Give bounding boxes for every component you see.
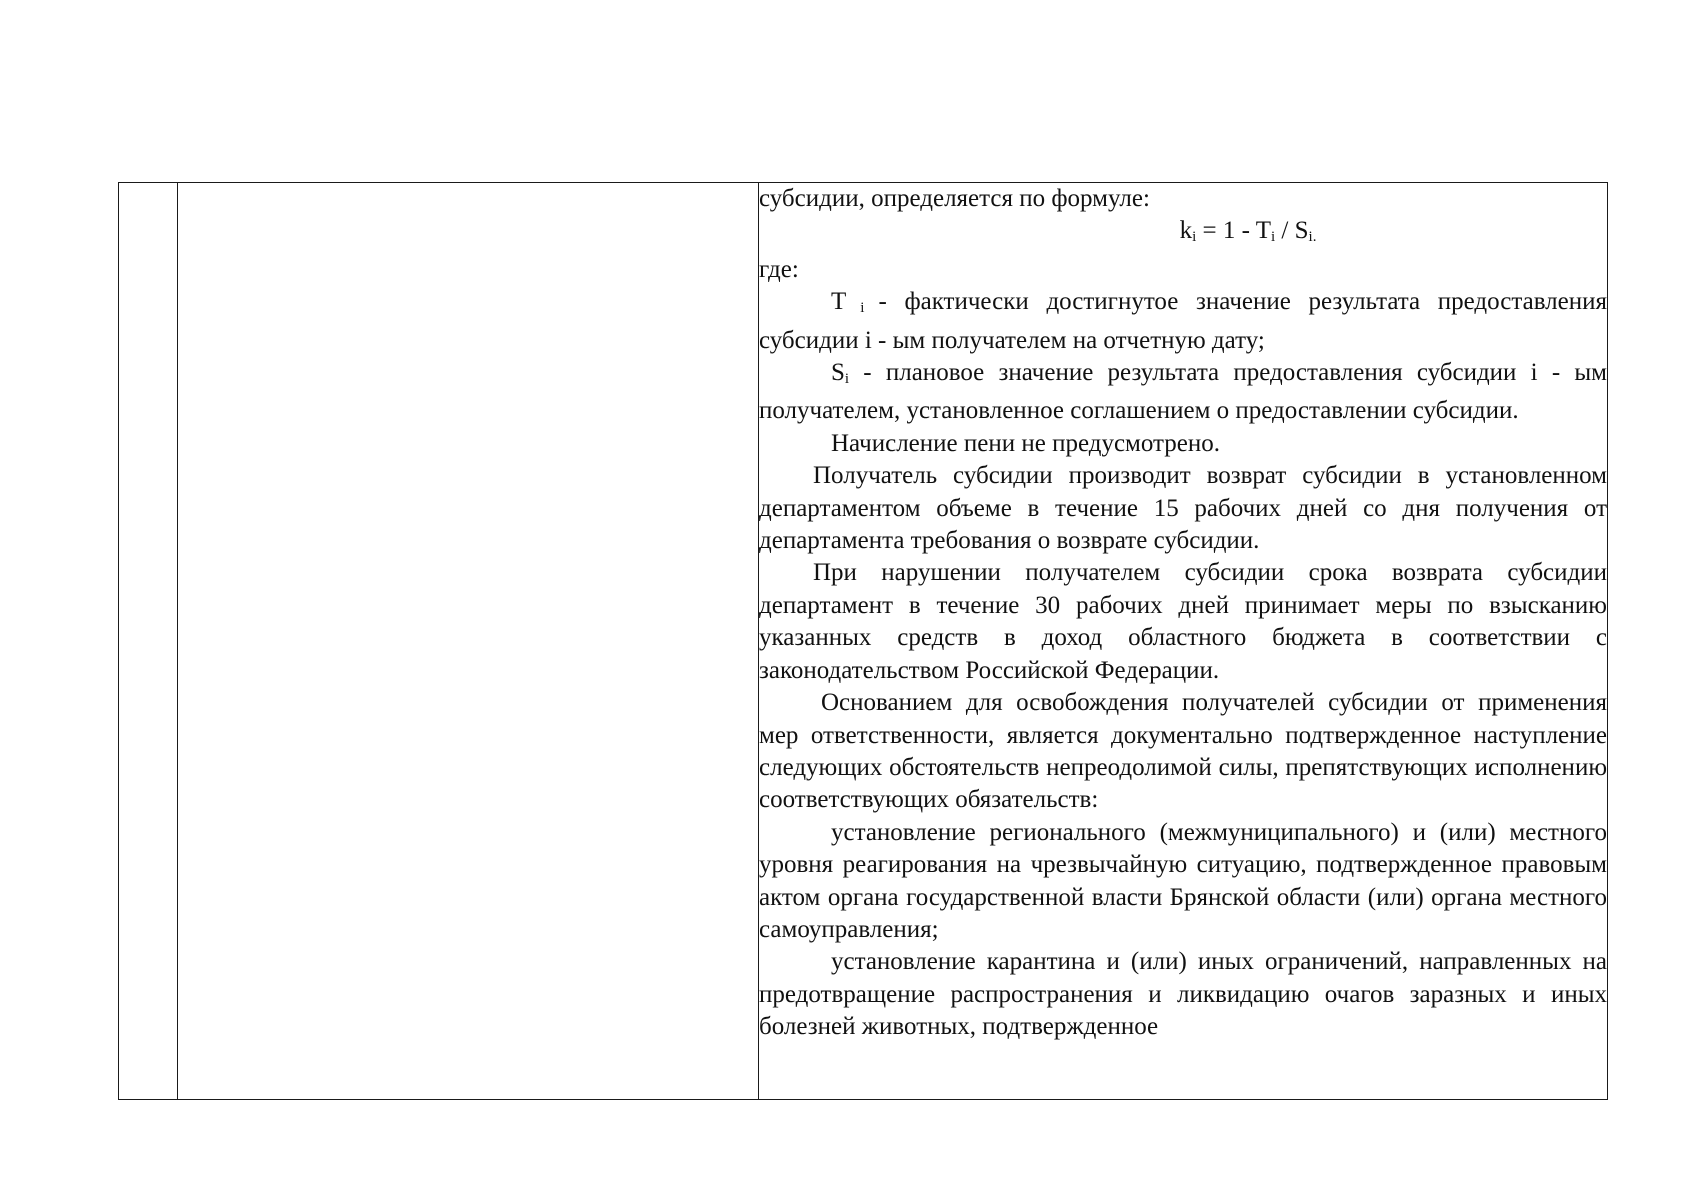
formula-equals: = 1 - T xyxy=(1196,217,1271,245)
penalty-paragraph: Начисление пени не предусмотрено. xyxy=(831,429,1220,457)
formula-end: . xyxy=(1312,229,1317,246)
s-subscript: i xyxy=(844,371,850,388)
row-text-cell xyxy=(759,183,1608,1100)
t-definition-text: - фактически достигнутое значение результата предоставления субсидии i - ым получателем на отчетную дату; xyxy=(759,288,1607,354)
formula xyxy=(759,215,1607,253)
formula-k-subscript: i xyxy=(1192,229,1197,246)
quarantine-paragraph: установление карантина и (или) иных ограничений, направленных на предотвращение распространения и ликвидацию очагов заразных и иных болезней животных, подтвержденное xyxy=(759,948,1607,1041)
s-symbol: S xyxy=(831,359,845,387)
cell-content xyxy=(759,183,1607,1044)
intro-paragraph: субсидии, определяется по формуле: xyxy=(759,185,1150,212)
exemption-paragraph: Основанием для освобождения получателей субсидии от применения мер ответственности, является документально подтвержденное наступление следующих обстоятельств непреодолимой силы, препятствующих исполнению соответствующих обязательств: xyxy=(759,689,1607,814)
t-subscript: i xyxy=(860,300,865,317)
t-symbol: T xyxy=(831,288,847,316)
s-definition xyxy=(759,357,1607,428)
table-row xyxy=(119,183,1608,1100)
formula-division: / S xyxy=(1275,217,1309,245)
row-number-cell xyxy=(119,183,178,1100)
formula-k: k xyxy=(1179,217,1193,245)
formula-t-subscript: i xyxy=(1270,229,1276,246)
emergency-paragraph: установление регионального (межмуниципального) и (или) местного уровня реагирования на чрезвычайную ситуацию, подтвержденное правовым актом органа государственной власти Брянской области (или) органа местного самоуправления; xyxy=(759,818,1607,943)
row-name-cell xyxy=(178,183,759,1100)
violation-paragraph: При нарушении получателем субсидии срока возврата субсидии департамент в течение 30 рабочих дней принимает меры по взысканию указанных средств в доход областного бюджета в соответствии с законодательством Российской Федерации. xyxy=(759,559,1607,684)
formula-s-subscript: i xyxy=(1308,229,1313,246)
regulation-table xyxy=(118,182,1608,1100)
t-definition xyxy=(759,286,1607,357)
where-label: где: xyxy=(759,255,799,283)
s-definition-text: - плановое значение результата предоставления субсидии i - ым получателем, установленное соглашением о предоставлении субсидии. xyxy=(759,359,1607,425)
refund-paragraph: Получатель субсидии производит возврат субсидии в установленном департаментом объеме в течение 15 рабочих дней со дня получения от департамента требования о возврате субсидии. xyxy=(759,462,1607,555)
